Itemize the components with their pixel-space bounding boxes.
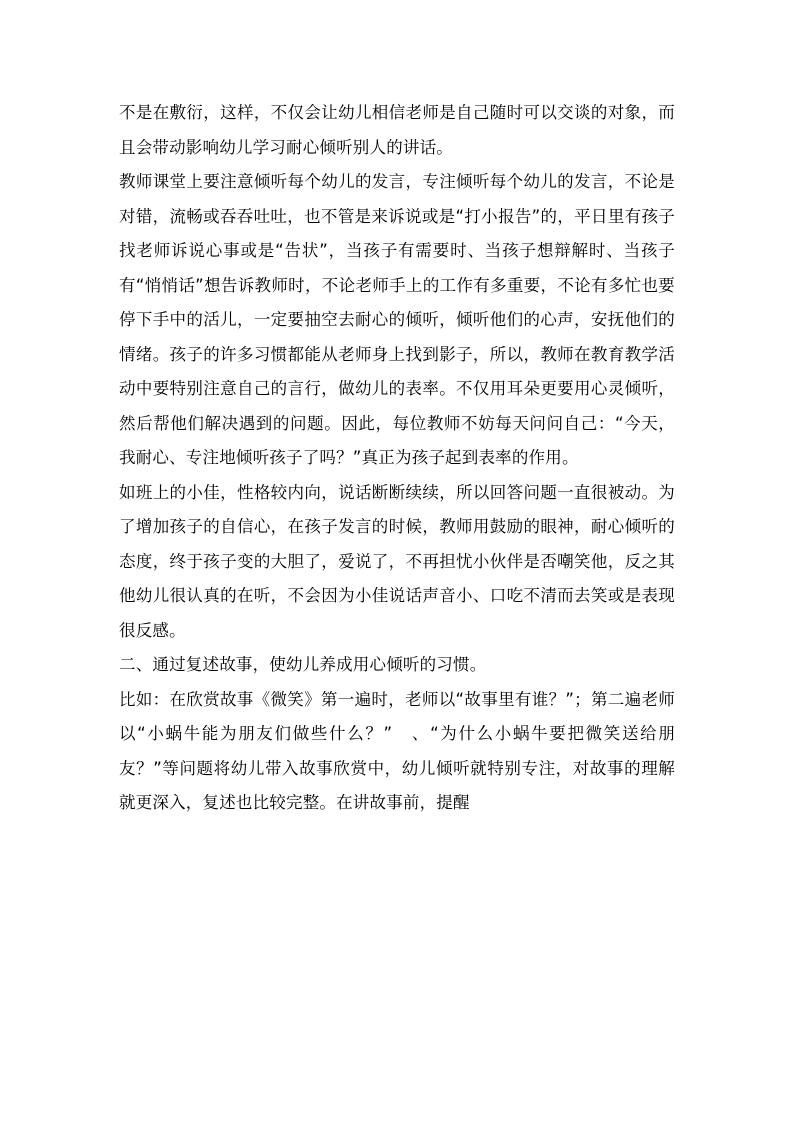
- paragraph-continuation: 不是在敷衍，这样，不仅会让幼儿相信老师是自己随时可以交谈的对象，而且会带动影响幼儿学习耐心倾听别人的讲话。: [119, 103, 675, 157]
- paragraph-listening-attentively: 教师课堂上要注意倾听每个幼儿的发言，专注倾听每个幼儿的发言，不论是对错，流畅或吞吞吐吐，也不管是来诉说或是“打小报告”的，平日里有孩子找老师诉说心事或是“告状”，当孩子有需要时、当孩子想辩解时、当孩子有“悄悄话”想告诉教师时，不论老师手上的工作有多重要，不论有多忙也要停下手中的活儿，一定要抽空去耐心的倾听，倾听他们的心声，安抚他们的情绪。孩子的许多习惯都能从老师身上找到影子，所以，教师在教育教学活动中要特别注意自己的言行，做幼儿的表率。不仅用耳朵更要用心灵倾听，然后帮他们解决遇到的问题。因此，每位教师不妨每天问问自己：“今天，我耐心、专注地倾听孩子了吗？”真正为孩子起到表率的作用。: [119, 172, 675, 467]
- paragraph-story-smile: 比如：在欣赏故事《微笑》第一遍时，老师以“故事里有谁？”；第二遍老师以“小蜗牛能为朋友们做些什么？” 、“为什么小蜗牛要把微笑送给朋友？”等问题将幼儿带入故事欣赏中，幼儿倾听就特别专注，对故事的理解就更深入，复述也比较完整。在讲故事前，提醒: [119, 689, 675, 812]
- section-heading-retelling: 二、通过复述故事，使幼儿养成用心倾听的习惯。: [119, 655, 487, 674]
- paragraph-example-xiaojia: 如班上的小佳，性格较内向，说话断断续续，所以回答问题一直很被动。为了增加孩子的自信心，在孩子发言的时候，教师用鼓励的眼神，耐心倾听的态度，终于孩子变的大胆了，爱说了，不再担忧小伙伴是否嘲笑他，反之其他幼儿很认真的在听，不会因为小佳说话声音小、口吃不清而去笑或是表现很反感。: [119, 482, 675, 640]
- document-page: [119, 96, 675, 821]
